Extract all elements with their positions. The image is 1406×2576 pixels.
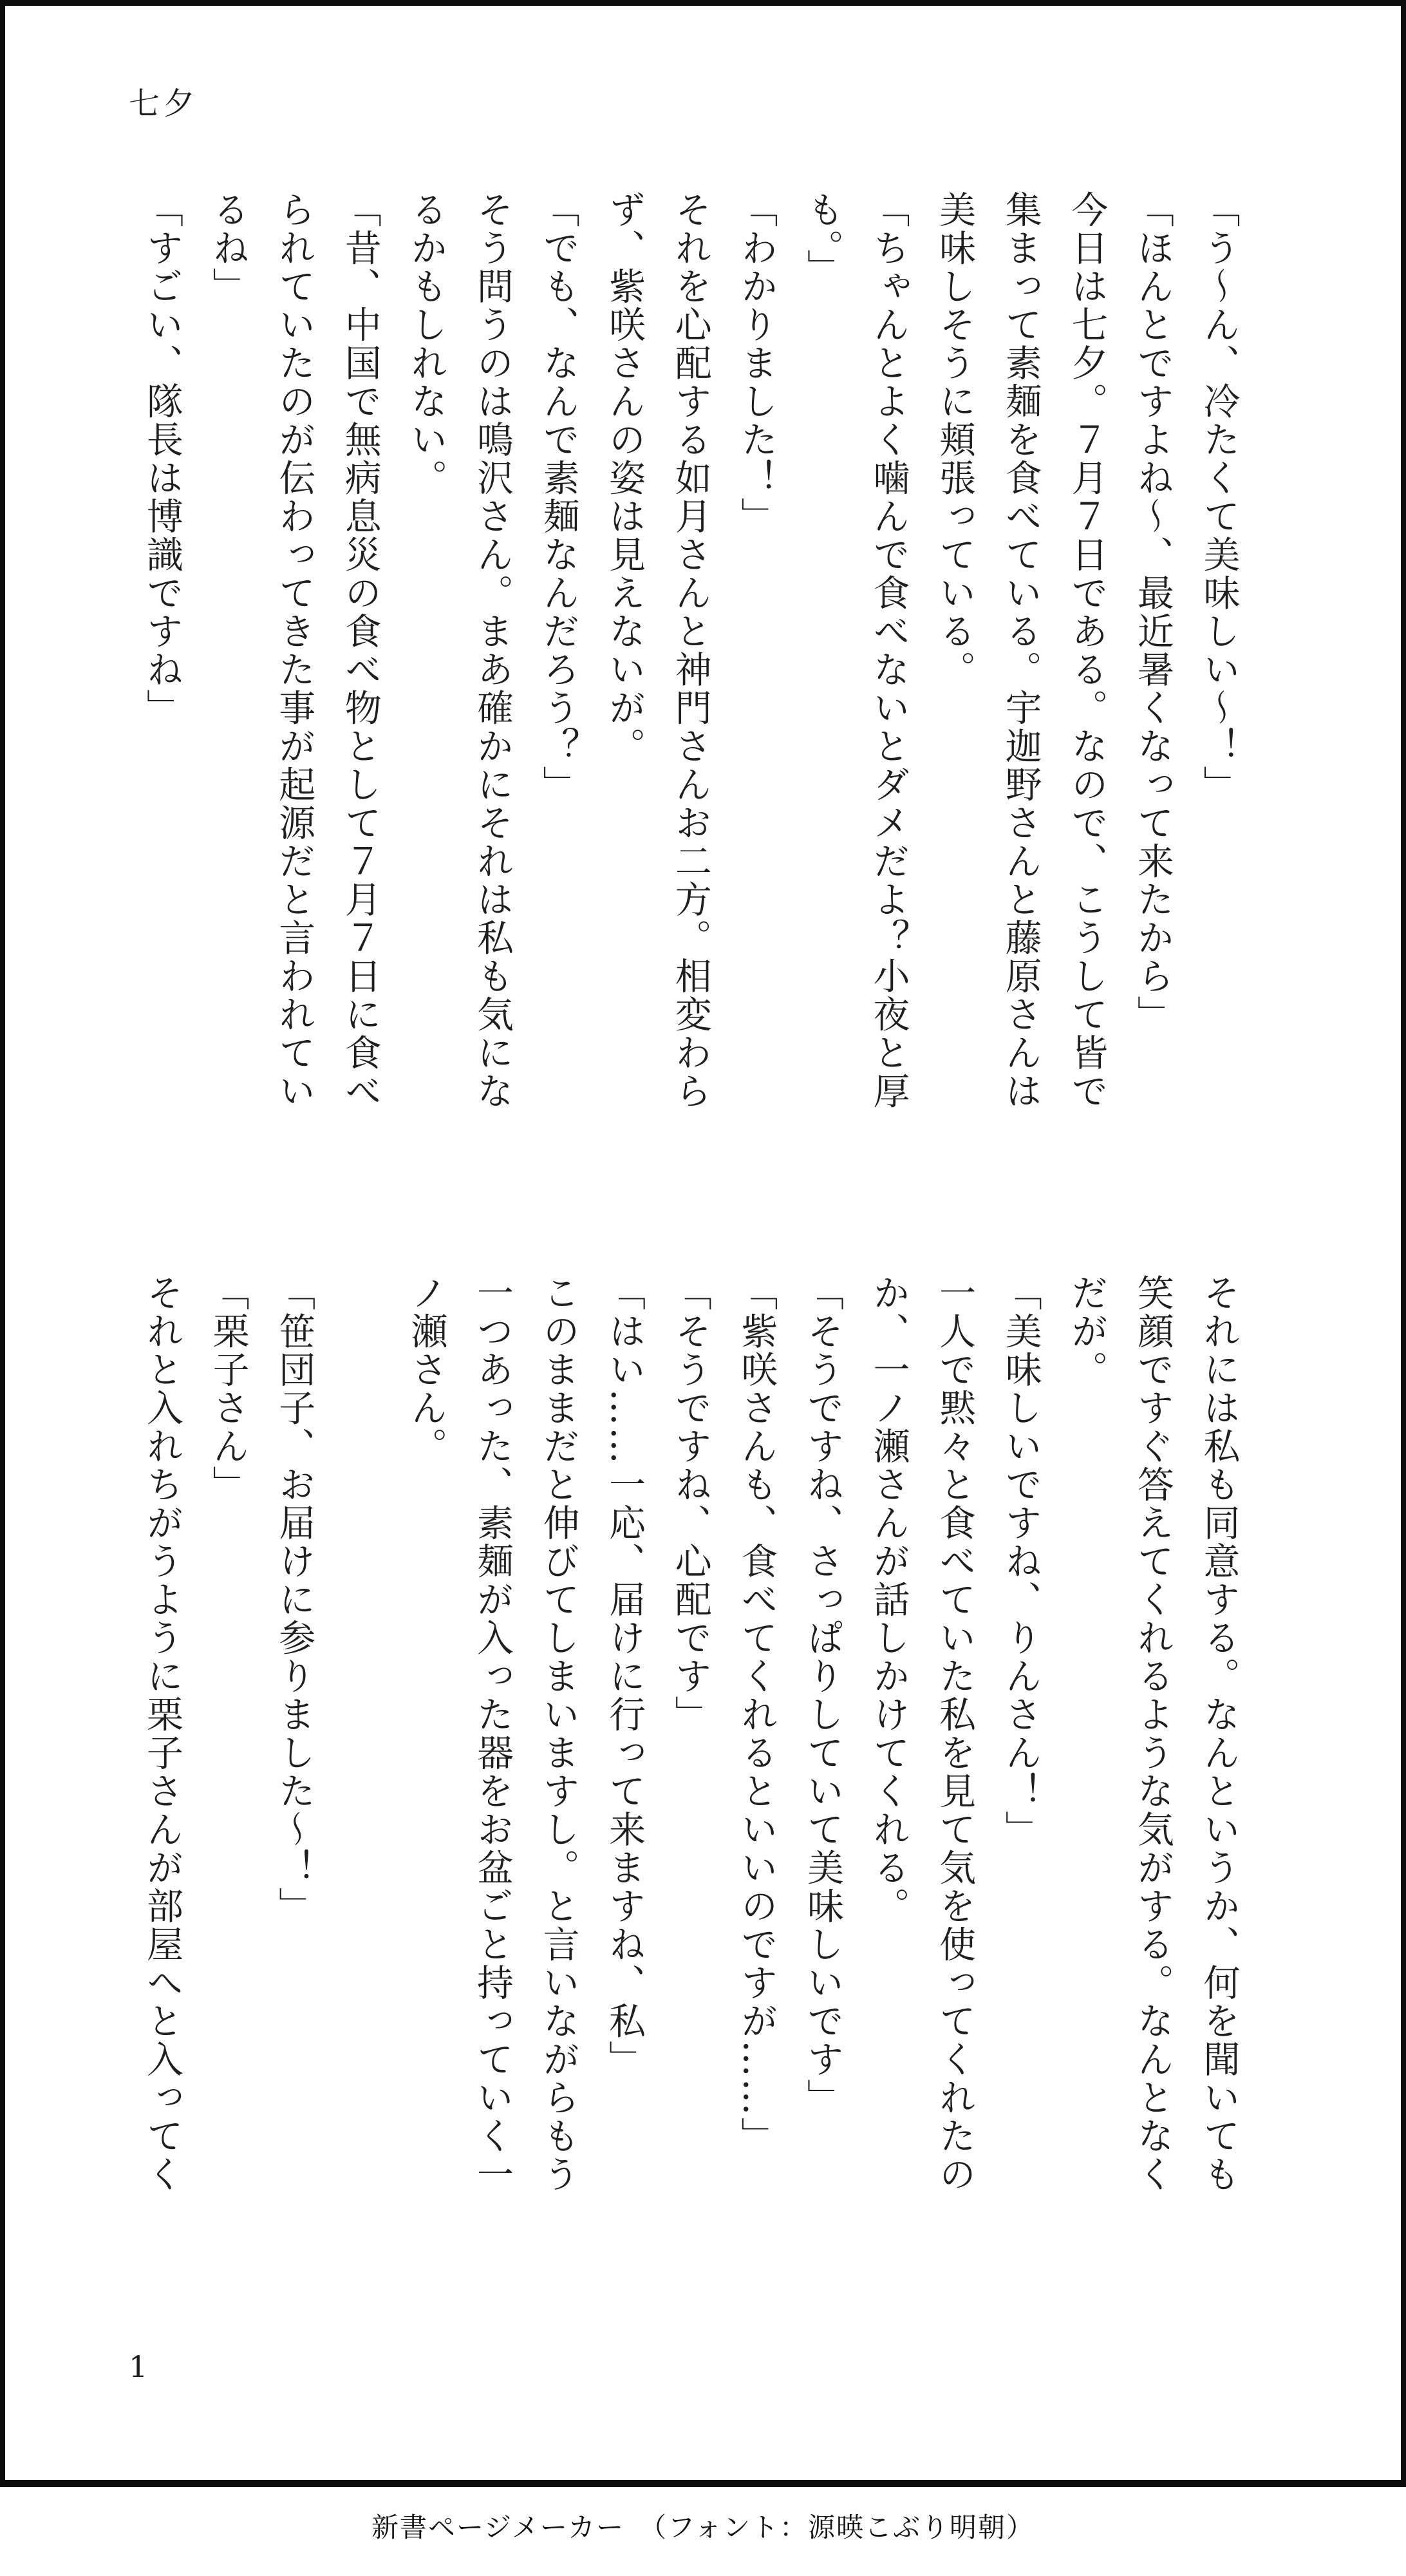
text-line: 「はい……一応、届けに行って来ますね、私」 <box>603 1274 646 2079</box>
text-line: るね」 <box>207 191 250 306</box>
lower-text-block <box>129 1274 1251 2221</box>
text-line: か、一ノ瀬さんが話しかけてくれる。 <box>867 1274 910 1926</box>
text-line: 「笹団子、お届けに参りました〜！」 <box>272 1274 315 1926</box>
text-line: 「そうですね、心配です」 <box>669 1274 712 1734</box>
text-line: それを心配する如月さんと神門さんお二方。相変わら <box>669 191 712 1110</box>
text-line: 「すごい、隊長は博識ですね」 <box>140 191 183 727</box>
footer-caption: 新書ページメーカー （フォント：源暎こぶり明朝） <box>371 2512 1035 2543</box>
page-number: 1 <box>129 2349 148 2384</box>
text-line: それと入れちがうように栗子さんが部屋へと入ってく <box>140 1274 183 2193</box>
page-title: 七夕 <box>129 86 199 122</box>
text-line: 「昔、中国で無病息災の食べ物として７月７日に食べ <box>339 191 382 1110</box>
text-line <box>327 1274 393 2221</box>
text-line: 集まって素麺を食べている。宇迦野さんと藤原さんは <box>999 191 1042 1110</box>
upper-text-block <box>129 191 1251 1137</box>
text-line: 「ほんとですよね〜、最近暑くなって来たから」 <box>1131 191 1174 1034</box>
text-line: このままだと伸びてしまいますし。と言いながらもう <box>537 1274 580 2193</box>
text-line: 一人で黙々と食べていた私を見て気を使ってくれたの <box>933 1274 976 2193</box>
text-line: も。」 <box>801 191 844 287</box>
text-line: 今日は七夕。７月７日である。なので、こうして皆で <box>1065 191 1108 1110</box>
text-line: ノ瀬さん。 <box>404 1274 447 1466</box>
text-line: 「紫咲さんも、食べてくれるといいのですが……」 <box>735 1274 778 2155</box>
text-line: ず、紫咲さんの姿は見えないが。 <box>603 191 646 766</box>
text-line: るかもしれない。 <box>404 191 447 497</box>
text-line: 美味しそうに頬張っている。 <box>933 191 976 689</box>
text-line: 笑顔ですぐ答えてくれるような気がする。なんとなく <box>1131 1274 1174 2193</box>
text-line: 「栗子さん」 <box>207 1274 250 1504</box>
text-line: 「でも、なんで素麺なんだろう？」 <box>537 191 580 804</box>
text-line: られていたのが伝わってきた事が起源だと言われてい <box>272 191 315 1110</box>
text-line: 「そうですね、さっぱりしていて美味しいです」 <box>801 1274 844 2117</box>
text-line: 「ちゃんとよく噛んで食べないとダメだよ？小夜と厚 <box>867 191 910 1110</box>
text-line: それには私も同意する。なんというか、何を聞いても <box>1197 1274 1240 2193</box>
text-line: だが。 <box>1065 1274 1108 1389</box>
text-line: 一つあった、素麺が入った器をお盆ごと持っていく一 <box>471 1274 514 2193</box>
text-line: そう問うのは鳴沢さん。まあ確かにそれは私も気にな <box>471 191 514 1110</box>
text-line: 「わかりました！」 <box>735 191 778 536</box>
text-line: 「う〜ん、冷たくて美味しい〜！」 <box>1197 191 1240 804</box>
text-line: 「美味しいですね、りんさん！」 <box>999 1274 1042 1849</box>
